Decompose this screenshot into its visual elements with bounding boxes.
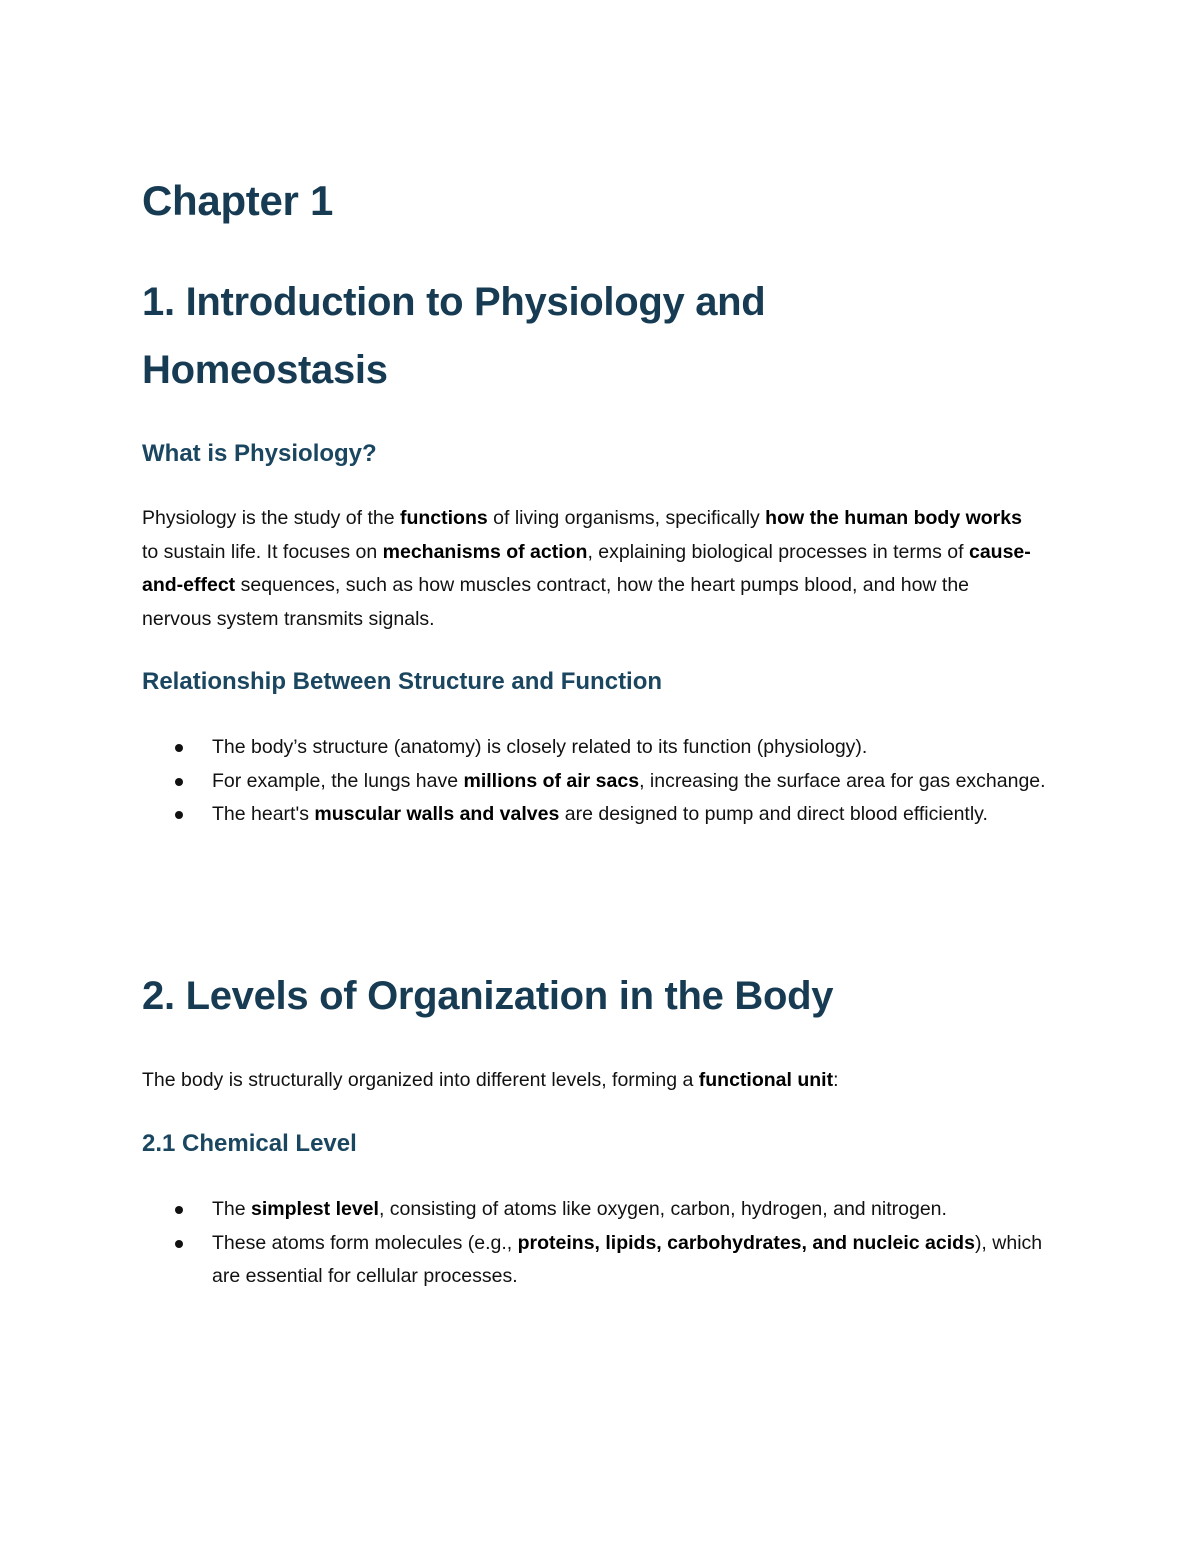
bold-text: proteins, lipids, carbohydrates, and nucleic acids — [517, 1231, 975, 1254]
text-run: These atoms form molecules (e.g., — [212, 1231, 518, 1254]
bold-text: millions of air sacs — [463, 769, 640, 792]
bullet-icon — [175, 1206, 183, 1214]
structure-function-heading: Relationship Between Structure and Function — [142, 668, 663, 695]
text-run: ), which are essential for cellular processes. — [212, 1231, 1043, 1287]
list-item — [142, 731, 1072, 765]
chemical-level-heading: 2.1 Chemical Level — [142, 1130, 357, 1157]
list-item — [142, 1193, 1072, 1227]
section-1-title — [142, 268, 765, 404]
section-1-title-line2: Homeostasis — [142, 348, 388, 392]
list-item — [142, 1227, 1072, 1294]
list-item — [142, 798, 1072, 832]
text-run: For example, the lungs have — [212, 769, 464, 792]
bold-text: muscular walls and valves — [314, 803, 560, 825]
text-run: are designed to pump and direct blood efficiently. — [559, 803, 988, 825]
text-run: The heart's — [212, 803, 315, 825]
bold-text: how the human body works — [765, 507, 1022, 529]
structure-function-list — [142, 731, 1072, 832]
bold-text: functions — [399, 507, 488, 529]
text-run: Physiology is the study of the — [142, 507, 400, 529]
text-run: , increasing the surface area for gas exchange. — [639, 769, 1046, 792]
bold-text: functional unit — [698, 1069, 834, 1091]
bullet-icon — [175, 811, 183, 819]
text-run: The body is structurally organized into different levels, forming a — [142, 1069, 699, 1091]
text-run: sequences, such as how muscles contract, how the heart pumps blood, and how the nervous system transmits signals. — [142, 574, 970, 630]
section-2-title: 2. Levels of Organization in the Body — [142, 974, 834, 1018]
chemical-level-list — [142, 1193, 1072, 1294]
bold-text: cause-and-effect — [142, 540, 1031, 596]
bold-text: mechanisms of action — [382, 540, 588, 563]
text-run: , consisting of atoms like oxygen, carbon, hydrogen, and nitrogen. — [378, 1198, 947, 1220]
bold-text: simplest level — [251, 1198, 379, 1220]
bullet-icon — [175, 744, 183, 752]
text-run: , explaining biological processes in terms of — [587, 540, 969, 563]
what-is-physiology-paragraph — [142, 502, 1042, 636]
section-2-intro — [142, 1064, 1042, 1098]
text-run: The body’s structure (anatomy) is closely related to its function (physiology). — [212, 736, 868, 758]
bullet-icon — [175, 1240, 183, 1248]
text-run: to sustain life. It focuses on — [142, 540, 383, 563]
text-run: of living organisms, specifically — [487, 507, 766, 529]
text-run: : — [833, 1069, 839, 1091]
bullet-icon — [175, 778, 183, 786]
what-is-physiology-heading: What is Physiology? — [142, 440, 377, 467]
text-run: The — [212, 1198, 252, 1220]
chapter-title: Chapter 1 — [142, 177, 334, 224]
list-item — [142, 765, 1072, 799]
section-1-title-line1: 1. Introduction to Physiology and — [142, 280, 766, 324]
